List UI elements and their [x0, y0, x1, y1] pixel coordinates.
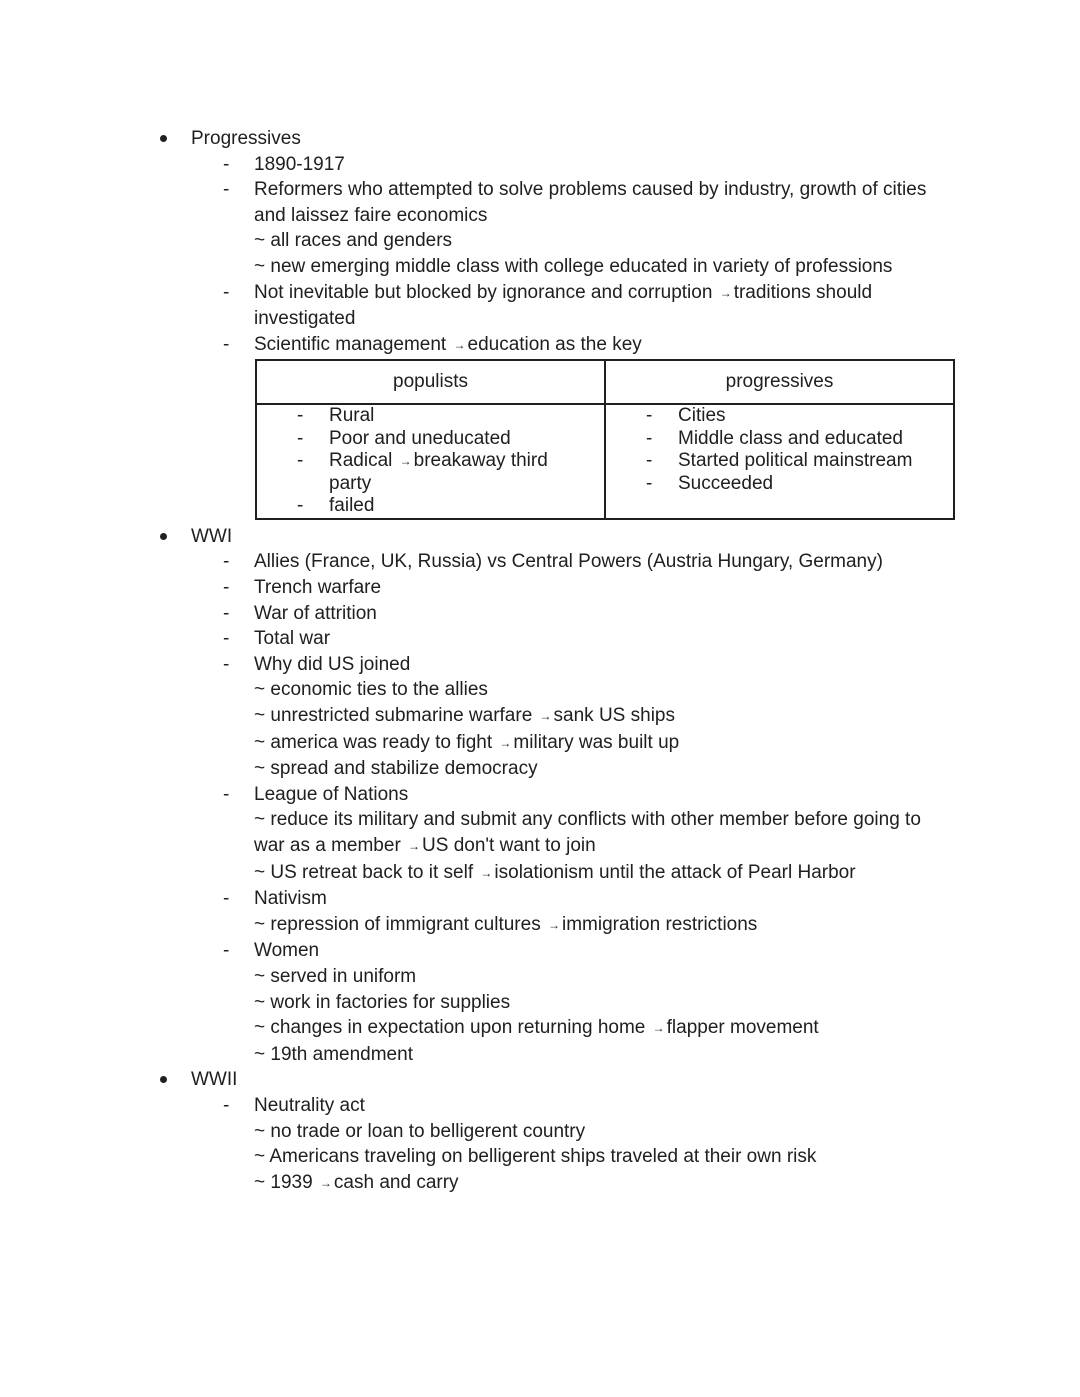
- table-list-item: [257, 405, 604, 428]
- section-progressives: [0, 126, 1080, 520]
- sub-note: ~ US retreat back to it self → isolationism until the attack of Pearl Harbor: [254, 861, 856, 883]
- dash-marker: -: [223, 333, 230, 355]
- table-list-item: [257, 450, 604, 495]
- dash-marker: -: [223, 153, 230, 175]
- bullet-dot: [160, 135, 167, 142]
- list-item: [223, 782, 954, 886]
- list-item: [223, 152, 954, 178]
- progressives-list: [606, 405, 953, 495]
- arrow-icon: →: [399, 454, 412, 469]
- list-item: [223, 601, 954, 627]
- section-heading: Progressives: [191, 128, 301, 149]
- arrow-icon: →: [319, 1175, 332, 1190]
- table-header-progressives: progressives: [605, 360, 954, 404]
- bullet-dot: [160, 1076, 167, 1083]
- dash-marker: -: [223, 281, 230, 303]
- list-item: [223, 332, 954, 359]
- section-wwi: [0, 524, 1080, 1067]
- dash-marker: -: [646, 405, 653, 427]
- arrow-icon: →: [499, 735, 512, 750]
- dash-marker: -: [223, 551, 230, 573]
- item-text: Neutrality act: [254, 1094, 365, 1116]
- dash-marker: -: [223, 888, 230, 910]
- dash-marker: -: [297, 450, 304, 472]
- table-cell-populists: [256, 404, 605, 519]
- arrow-icon: →: [719, 285, 732, 300]
- table-list-item: [606, 428, 953, 451]
- table-list-item: [606, 450, 953, 473]
- bullet-progressives: [0, 126, 1080, 152]
- table-item-text: Radical → breakaway third party: [329, 450, 548, 494]
- item-text: Why did US joined: [254, 653, 411, 675]
- notes-page: [0, 126, 1080, 1196]
- table-item-text: Middle class and educated: [678, 427, 903, 449]
- arrow-icon: →: [652, 1021, 665, 1036]
- arrow-icon: →: [408, 838, 421, 853]
- dash-marker: -: [223, 577, 230, 599]
- item-list: [0, 549, 1080, 1067]
- table-list-item: [257, 428, 604, 451]
- bullet-wwii: [0, 1067, 1080, 1093]
- dash-marker: -: [297, 427, 304, 449]
- sub-note: ~ all races and genders: [254, 230, 453, 252]
- dash-marker: -: [223, 783, 230, 805]
- item-text: Reformers who attempted to solve problems caused by industry, growth of cities and laissez faire economics: [254, 179, 927, 226]
- dash-marker: -: [223, 602, 230, 624]
- bullet-wwi: [0, 524, 1080, 550]
- item-text: 1890-1917: [254, 153, 345, 175]
- sub-note: ~ 1939 → cash and carry: [254, 1171, 459, 1193]
- item-text: Not inevitable but blocked by ignorance and corruption → traditions should investigated: [254, 281, 873, 330]
- item-text: League of Nations: [254, 783, 409, 805]
- sub-note: ~ changes in expectation upon returning home → flapper movement: [254, 1017, 819, 1039]
- list-item: [223, 280, 954, 332]
- sub-note: ~ repression of immigrant cultures → immigration restrictions: [254, 913, 758, 935]
- dash-marker: -: [223, 1094, 230, 1116]
- table-item-text: Started political mainstream: [678, 450, 913, 472]
- comparison-table: [255, 359, 955, 520]
- table-item-text: Rural: [329, 405, 375, 427]
- section-heading: WWII: [191, 1069, 238, 1091]
- list-item: [223, 652, 954, 782]
- item-text: Allies (France, UK, Russia) vs Central Powers (Austria Hungary, Germany): [254, 551, 883, 573]
- section-heading: WWI: [191, 525, 233, 547]
- arrow-icon: →: [547, 917, 560, 932]
- item-list: [0, 152, 1080, 359]
- list-item: [223, 886, 954, 938]
- bullet-dot: [160, 533, 167, 540]
- list-item: [223, 177, 954, 279]
- sub-note: ~ spread and stabilize democracy: [254, 758, 538, 780]
- table-list-item: [606, 473, 953, 496]
- table-header-populists: populists: [256, 360, 605, 404]
- list-item: [223, 938, 954, 1067]
- sub-note: ~ economic ties to the allies: [254, 679, 488, 701]
- table-item-text: Succeeded: [678, 472, 774, 494]
- dash-marker: -: [646, 472, 653, 494]
- sub-note: ~ Americans traveling on belligerent ships traveled at their own risk: [254, 1146, 817, 1168]
- dash-marker: -: [223, 653, 230, 675]
- dash-marker: -: [297, 495, 304, 517]
- item-text: Women: [254, 940, 320, 962]
- item-text: Nativism: [254, 888, 327, 910]
- list-item: [223, 575, 954, 601]
- sub-note: ~ america was ready to fight → military was built up: [254, 731, 680, 753]
- item-list: [0, 1093, 1080, 1196]
- dash-marker: -: [223, 628, 230, 650]
- dash-marker: -: [646, 427, 653, 449]
- item-text: Trench warfare: [254, 577, 382, 599]
- arrow-icon: →: [480, 865, 493, 880]
- arrow-icon: →: [453, 337, 466, 352]
- table-item-text: Cities: [678, 405, 726, 427]
- dash-marker: -: [646, 450, 653, 472]
- populists-list: [257, 405, 604, 518]
- arrow-icon: →: [539, 709, 552, 723]
- list-item: [223, 626, 954, 652]
- dash-marker: -: [297, 405, 304, 427]
- table-cell-progressives: [605, 404, 954, 519]
- table-item-text: Poor and uneducated: [329, 427, 511, 449]
- table-item-text: failed: [329, 495, 375, 517]
- sub-note: ~ 19th amendment: [254, 1043, 413, 1065]
- table-list-item: [257, 495, 604, 518]
- dash-marker: -: [223, 940, 230, 962]
- sub-note: ~ unrestricted submarine warfare → sank US ships: [254, 705, 675, 726]
- sub-note: ~ work in factories for supplies: [254, 991, 511, 1013]
- sub-note: ~ no trade or loan to belligerent country: [254, 1120, 586, 1142]
- section-wwii: [0, 1067, 1080, 1196]
- item-text: Total war: [254, 628, 331, 650]
- sub-note: ~ reduce its military and submit any conflicts with other member before going to war as a member → US don't want to join: [254, 809, 921, 856]
- list-item: [223, 1093, 954, 1196]
- table-list-item: [606, 405, 953, 428]
- sub-note: ~ served in uniform: [254, 965, 417, 987]
- dash-marker: -: [223, 179, 230, 201]
- list-item: [223, 549, 954, 575]
- item-text: Scientific management → education as the key: [254, 333, 642, 355]
- item-text: War of attrition: [254, 602, 377, 624]
- sub-note: ~ new emerging middle class with college educated in variety of professions: [254, 255, 893, 277]
